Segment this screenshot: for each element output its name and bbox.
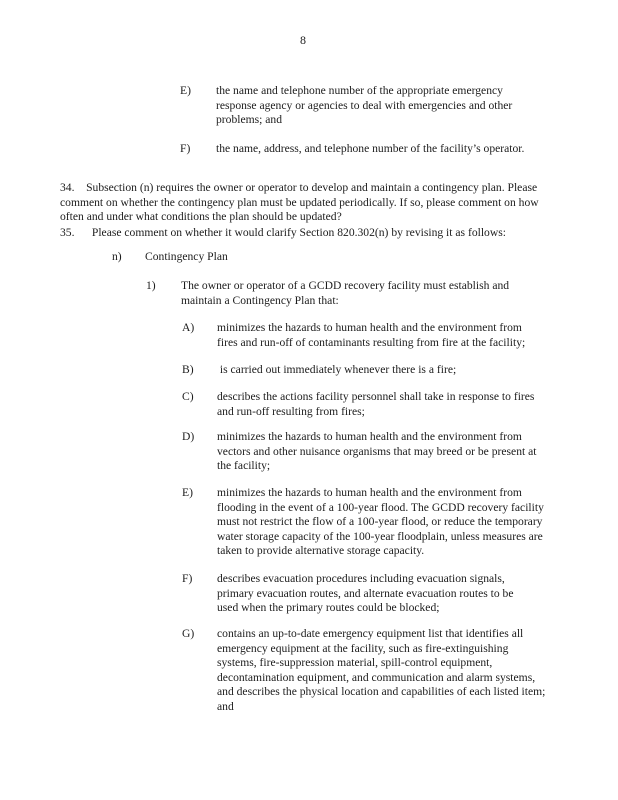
list-item-text: contains an up-to-date emergency equipment list that identifies all emergency equipment at the facility, such as fire-extinguishing systems, fire-suppression material, spill-control equipment, decontamination equipment, and communication and alarm systems, and describes the physical location and capabilities of each listed item; and [217, 627, 546, 713]
list-item-text: the name, address, and telephone number of the facility’s operator. [216, 142, 525, 155]
list-item-label: A) [182, 321, 195, 334]
list-item-label: F) [180, 142, 191, 155]
subsection-label: n) [112, 250, 122, 263]
list-item-label: D) [182, 430, 195, 443]
list-item-label: B) [182, 363, 194, 376]
paragraph-35: 35. Please comment on whether it would clarify Section 820.302(n) by revising it as follows: [60, 226, 506, 239]
list-item-text: minimizes the hazards to human health and the environment from vectors and other nuisance organisms that may breed or be present at the facility; [217, 430, 537, 473]
list-item-text: describes the actions facility personnel shall take in response to fires and run-off resulting from fires; [217, 390, 535, 418]
item-text: The owner or operator of a GCDD recovery facility must establish and maintain a Contingency Plan that: [181, 279, 510, 307]
item-label: 1) [146, 279, 156, 292]
list-item-text: minimizes the hazards to human health and the environment from flooding in the event of a 100-year flood. The GCDD recovery facility must not restrict the flow of a 100-year flood, or reduce the temporary water storage capacity of the 100-year floodplain, unless measures are taken to provide alternative storage capacity. [217, 486, 544, 558]
list-item-label: C) [182, 390, 194, 403]
page-number: 8 [300, 33, 306, 47]
list-item-text: describes evacuation procedures including evacuation signals, primary evacuation routes, and alternate evacuation routes to be used when the primary routes could be blocked; [217, 572, 514, 615]
list-item-label: G) [182, 627, 195, 640]
list-item-text: is carried out immediately whenever there is a fire; [217, 363, 457, 376]
subsection-title: Contingency Plan [145, 250, 228, 263]
list-item-label: E) [180, 84, 191, 97]
paragraph-34: 34. Subsection (n) requires the owner or operator to develop and maintain a contingency plan. Please comment on whether the contingency plan must be updated periodically. If so, please comment on how often and under what conditions the plan should be updated? [60, 181, 539, 224]
list-item-label: E) [182, 486, 193, 499]
list-item-text: minimizes the hazards to human health and the environment from fires and run-off of contaminants resulting from fire at the facility; [217, 321, 526, 349]
list-item-label: F) [182, 572, 193, 585]
list-item-text: the name and telephone number of the appropriate emergency response agency or agencies to deal with emergencies and other problems; and [216, 84, 513, 127]
